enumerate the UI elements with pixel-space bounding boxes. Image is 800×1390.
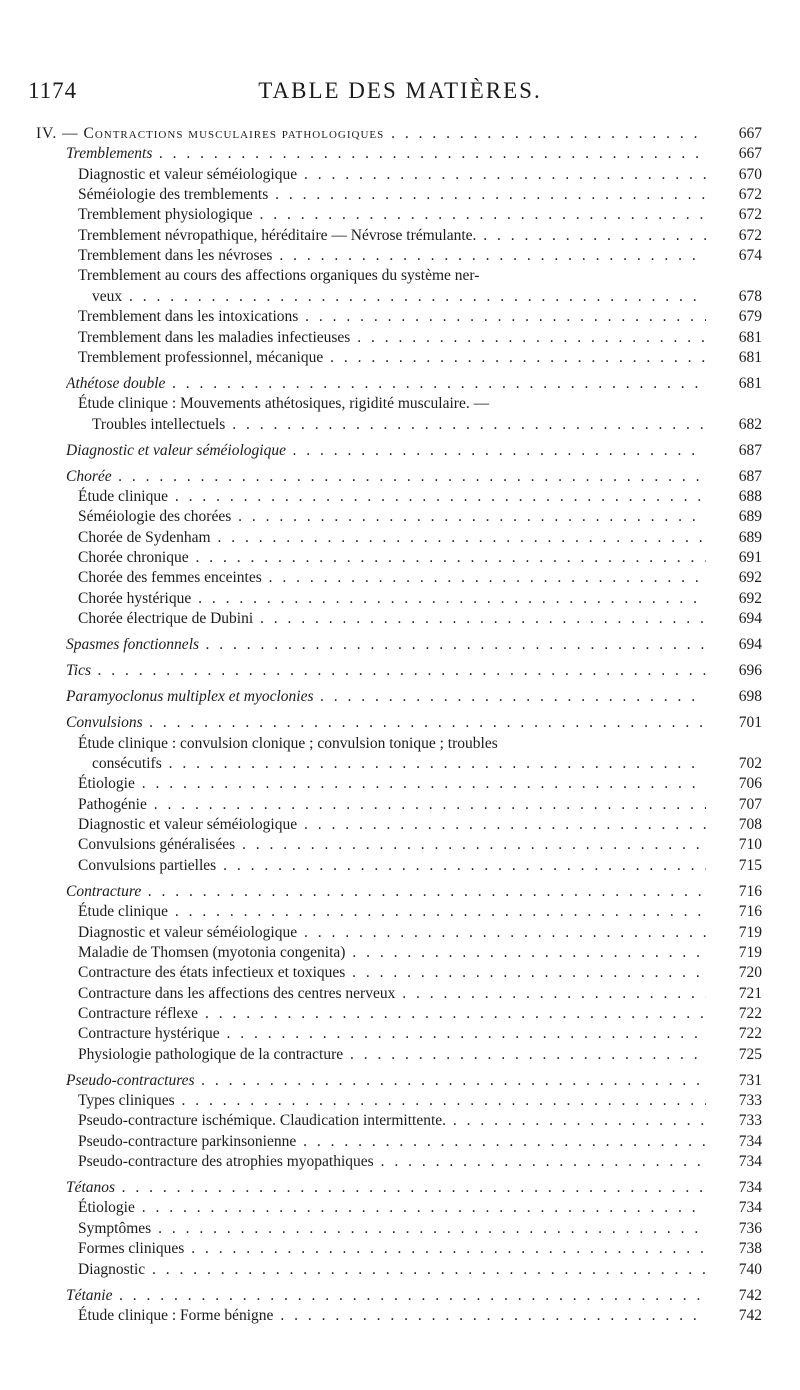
entry-page: 701 [738,714,762,732]
entry-page: 734 [738,1179,762,1197]
entry-page: 692 [738,589,762,607]
entry-text: Pseudo-contracture ischémique. Claudication intermittente. . . . [78,1111,706,1131]
toc-subentry [0,1152,800,1172]
entry-page: 740 [738,1260,762,1278]
toc-subentry [0,984,800,1004]
entry-continuation: consécutifs . . . [92,754,706,774]
entry-text: Pseudo-contractures . . . [66,1071,706,1091]
entry-page: 720 [738,964,762,982]
toc-subentry [0,589,800,609]
entry-text: Tremblement dans les maladies infectieuses . . . [78,328,706,348]
entry-text: Tremblement au cours des affections organiques du système ner- [78,267,480,285]
entry-text: Contracture réflexe . . . [78,1004,706,1024]
toc-subentry [0,548,800,568]
toc-subentry [0,774,800,794]
toc-subentry [0,609,800,629]
entry-continuation: Troubles intellectuels . . . [92,415,706,435]
toc-subentry [0,1024,800,1044]
toc-subentry [0,902,800,922]
entry-page: 731 [738,1071,762,1089]
toc-subentry [0,205,800,225]
entry-page: 672 [738,186,762,204]
entry-page: 674 [738,247,762,265]
entry-text: Chorée électrique de Dubini . . . [78,609,706,629]
toc-section-entry [0,1178,800,1198]
entry-page: 722 [738,1004,762,1022]
entry-text: Paramyoclonus multiplex et myoclonies . . . [66,687,706,707]
page-number: 1174 [28,78,78,103]
toc-section-entry [0,713,800,733]
entry-page: 733 [738,1092,762,1110]
entry-text: Chorée hystérique . . . [78,589,706,609]
chapter-label: IV. — Contractions musculaires pathologiques . . . [36,124,706,144]
toc-entry-continuation [0,415,800,435]
entry-page: 682 [738,415,762,433]
entry-page: 672 [738,226,762,244]
toc-subentry [0,165,800,185]
entry-text: Pathogénie . . . [78,795,706,815]
entry-text: Diagnostic et valeur séméiologique . . . [78,815,706,835]
entry-text: Tremblement professionnel, mécanique . . . [78,348,706,368]
toc-section-entry [0,467,800,487]
entry-text: Physiologie pathologique de la contracture . . . [78,1045,706,1065]
entry-text: Contracture . . . [66,882,706,902]
entry-continuation: veux . . . [92,287,706,307]
entry-text: Tremblement physiologique . . . [78,205,706,225]
entry-page: 672 [738,206,762,224]
toc-section-entry [0,687,800,707]
entry-text: Pseudo-contracture des atrophies myopathiques . . . [78,1152,706,1172]
entry-page: 702 [738,755,762,773]
toc-subentry [0,734,800,754]
entry-page: 738 [738,1240,762,1258]
toc-subentry [0,1091,800,1111]
toc-subentry [0,1045,800,1065]
toc-subentry [0,328,800,348]
toc-section-entry [0,441,800,461]
entry-text: Chorée chronique . . . [78,548,706,568]
toc-subentry [0,1111,800,1131]
entry-page: 694 [738,636,762,654]
toc-subentry [0,1239,800,1259]
chapter-heading [0,124,800,144]
entry-text: Chorée de Sydenham . . . [78,528,706,548]
toc-subentry [0,185,800,205]
entry-text: Tremblements . . . [66,144,706,164]
entry-text: Étude clinique : Mouvements athétosiques, rigidité musculaire. — [78,395,490,413]
entry-page: 694 [738,610,762,628]
toc-subentry [0,1132,800,1152]
entry-page: 681 [738,348,762,366]
toc-section-entry [0,635,800,655]
toc-subentry [0,348,800,368]
entry-page: 722 [738,1025,762,1043]
entry-page: 734 [738,1153,762,1171]
toc-subentry [0,507,800,527]
entry-text: Tétanos . . . [66,1178,706,1198]
toc-subentry [0,963,800,983]
entry-page: 678 [738,287,762,305]
entry-page: 687 [738,467,762,485]
entry-page: 679 [738,308,762,326]
entry-text: Séméiologie des tremblements . . . [78,185,706,205]
toc-subentry [0,487,800,507]
entry-text: Diagnostic et valeur séméiologique . . . [78,923,706,943]
entry-page: 719 [738,923,762,941]
toc-section-entry [0,661,800,681]
entry-page: 691 [738,549,762,567]
entry-text: Chorée . . . [66,467,706,487]
entry-text: Étiologie . . . [78,774,706,794]
entry-page: 667 [738,145,762,163]
chapter-page: 667 [738,125,762,142]
toc-subentry [0,1306,800,1326]
entry-text: Formes cliniques . . . [78,1239,706,1259]
entry-page: 734 [738,1132,762,1150]
toc-section-entry [0,144,800,164]
entry-page: 710 [738,836,762,854]
entry-page: 719 [738,943,762,961]
entry-text: Étude clinique : Forme bénigne . . . [78,1306,706,1326]
entry-text: Types cliniques . . . [78,1091,706,1111]
entry-text: Diagnostic . . . [78,1260,706,1280]
toc-subentry [0,307,800,327]
entry-text: Diagnostic et valeur séméiologique . . . [78,165,706,185]
entry-page: 688 [738,488,762,506]
toc-subentry [0,246,800,266]
entry-text: Étude clinique . . . [78,487,706,507]
toc-section-entry [0,882,800,902]
entry-text: Contracture des états infectieux et toxiques . . . [78,963,706,983]
entry-text: Étude clinique : convulsion clonique ; convulsion tonique ; troubles [78,734,498,752]
toc-section-entry [0,1071,800,1091]
toc-section-entry [0,1286,800,1306]
entry-text: Tremblement dans les intoxications . . . [78,307,706,327]
entry-page: 698 [738,688,762,706]
entry-text: Convulsions généralisées . . . [78,835,706,855]
entry-page: 716 [738,882,762,900]
entry-page: 707 [738,795,762,813]
entry-text: Pseudo-contracture parkinsonienne . . . [78,1132,706,1152]
toc-subentry [0,815,800,835]
entry-page: 696 [738,662,762,680]
entry-text: Contracture dans les affections des centres nerveux . . . [78,984,706,1004]
toc-subentry [0,394,800,414]
toc-entry-continuation [0,754,800,774]
entry-text: Tremblement dans les névroses . . . [78,246,706,266]
toc-subentry [0,835,800,855]
entry-text: Athétose double . . . [66,374,706,394]
entry-text: Maladie de Thomsen (myotonia congenita) . . . [78,943,706,963]
toc-subentry [0,795,800,815]
toc-subentry [0,568,800,588]
entry-page: 689 [738,528,762,546]
entry-page: 734 [738,1199,762,1217]
entry-page: 689 [738,508,762,526]
entry-page: 721 [738,984,762,1002]
entry-text: Tétanie . . . [66,1286,706,1306]
toc-subentry [0,923,800,943]
entry-page: 681 [738,374,762,392]
entry-page: 736 [738,1219,762,1237]
toc-subentry [0,1260,800,1280]
entry-page: 708 [738,816,762,834]
entry-text: Tremblement névropathique, héréditaire — Névrose trémulante. . . . [78,226,706,246]
toc-entry-continuation [0,287,800,307]
entry-page: 742 [738,1286,762,1304]
entry-page: 725 [738,1045,762,1063]
running-title: TABLE DES MATIÈRES. [258,78,542,103]
entry-text: Convulsions partielles . . . [78,856,706,876]
toc-subentry [0,1004,800,1024]
entry-page: 716 [738,903,762,921]
entry-page: 706 [738,775,762,793]
entry-text: Convulsions . . . [66,713,706,733]
entry-page: 733 [738,1112,762,1130]
entry-page: 670 [738,165,762,183]
page-header [0,78,800,108]
entry-page: 692 [738,569,762,587]
entry-text: Chorée des femmes enceintes . . . [78,568,706,588]
entry-text: Diagnostic et valeur séméiologique . . . [66,441,706,461]
entry-text: Étude clinique . . . [78,902,706,922]
toc-subentry [0,1198,800,1218]
toc-subentry [0,1219,800,1239]
entry-page: 742 [738,1306,762,1324]
toc-section-entry [0,374,800,394]
toc-subentry [0,226,800,246]
toc-subentry [0,528,800,548]
entry-text: Étiologie . . . [78,1198,706,1218]
entry-text: Tics . . . [66,661,706,681]
entry-text: Spasmes fonctionnels . . . [66,635,706,655]
entry-text: Contracture hystérique . . . [78,1024,706,1044]
entry-text: Symptômes . . . [78,1219,706,1239]
toc-subentry [0,943,800,963]
entry-page: 687 [738,441,762,459]
toc-subentry [0,856,800,876]
entry-page: 681 [738,328,762,346]
entry-page: 715 [738,856,762,874]
toc-subentry [0,266,800,286]
entry-text: Séméiologie des chorées . . . [78,507,706,527]
